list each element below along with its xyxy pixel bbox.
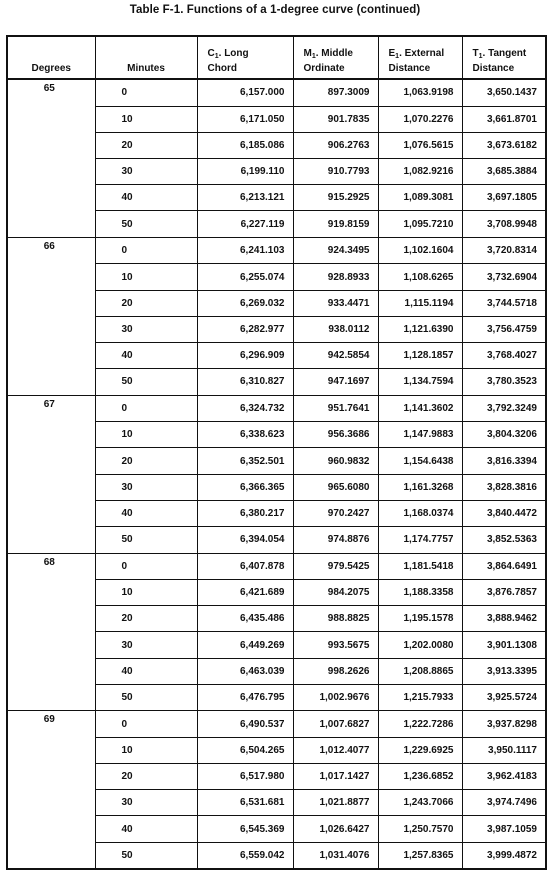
external-distance-cell: 1,147.9883 xyxy=(378,422,462,448)
degrees-cell: 69 xyxy=(7,711,95,738)
minutes-cell: 40 xyxy=(95,342,197,368)
middle-ordinate-cell: 998.2626 xyxy=(293,658,378,684)
middle-ordinate-cell: 1,021.8877 xyxy=(293,790,378,816)
minutes-cell: 10 xyxy=(95,580,197,606)
tangent-distance-cell: 3,673.6182 xyxy=(462,132,546,158)
minutes-cell: 30 xyxy=(95,316,197,342)
external-distance-cell: 1,063.9198 xyxy=(378,79,462,106)
external-distance-cell: 1,215.7933 xyxy=(378,684,462,711)
header-middle-ordinate-line1: . Middle xyxy=(315,48,353,59)
header-long-chord-symbol: C xyxy=(207,48,215,59)
table-row xyxy=(7,474,546,500)
tangent-distance-cell: 3,744.5718 xyxy=(462,290,546,316)
external-distance-cell: 1,202.0080 xyxy=(378,632,462,658)
minutes-cell: 0 xyxy=(95,237,197,264)
middle-ordinate-cell: 1,031.4076 xyxy=(293,842,378,869)
table-row xyxy=(7,684,546,711)
long-chord-cell: 6,517.980 xyxy=(197,764,293,790)
middle-ordinate-cell: 897.3009 xyxy=(293,79,378,106)
table-row xyxy=(7,369,546,396)
long-chord-cell: 6,185.086 xyxy=(197,132,293,158)
tangent-distance-cell: 3,732.6904 xyxy=(462,264,546,290)
degrees-cell xyxy=(7,342,95,368)
external-distance-cell: 1,076.5615 xyxy=(378,132,462,158)
header-long-chord-line2: Chord xyxy=(207,63,237,74)
long-chord-cell: 6,531.681 xyxy=(197,790,293,816)
table-row xyxy=(7,237,546,264)
long-chord-cell: 6,380.217 xyxy=(197,500,293,526)
minutes-cell: 40 xyxy=(95,500,197,526)
table-row xyxy=(7,79,546,106)
external-distance-cell: 1,195.1578 xyxy=(378,606,462,632)
middle-ordinate-cell: 984.2075 xyxy=(293,580,378,606)
minutes-cell: 30 xyxy=(95,632,197,658)
minutes-cell: 30 xyxy=(95,474,197,500)
degrees-cell xyxy=(7,422,95,448)
table-row xyxy=(7,580,546,606)
degrees-cell: 67 xyxy=(7,395,95,422)
tangent-distance-cell: 3,828.3816 xyxy=(462,474,546,500)
degrees-cell xyxy=(7,474,95,500)
long-chord-cell: 6,269.032 xyxy=(197,290,293,316)
middle-ordinate-cell: 942.5854 xyxy=(293,342,378,368)
tangent-distance-cell: 3,962.4183 xyxy=(462,764,546,790)
degrees-cell xyxy=(7,658,95,684)
minutes-cell: 50 xyxy=(95,684,197,711)
middle-ordinate-cell: 919.8159 xyxy=(293,211,378,238)
table-body xyxy=(7,79,546,869)
long-chord-cell: 6,394.054 xyxy=(197,526,293,553)
minutes-cell: 50 xyxy=(95,842,197,869)
middle-ordinate-cell: 1,002.9676 xyxy=(293,684,378,711)
middle-ordinate-cell: 901.7835 xyxy=(293,106,378,132)
minutes-cell: 10 xyxy=(95,106,197,132)
tangent-distance-cell: 3,937.8298 xyxy=(462,711,546,738)
table-row xyxy=(7,290,546,316)
long-chord-cell: 6,463.039 xyxy=(197,658,293,684)
degrees-cell xyxy=(7,684,95,711)
long-chord-cell: 6,171.050 xyxy=(197,106,293,132)
long-chord-cell: 6,199.110 xyxy=(197,158,293,184)
header-long-chord-subscript: 1 xyxy=(214,53,219,60)
middle-ordinate-cell: 956.3686 xyxy=(293,422,378,448)
tangent-distance-cell: 3,661.8701 xyxy=(462,106,546,132)
middle-ordinate-cell: 1,017.1427 xyxy=(293,764,378,790)
middle-ordinate-cell: 1,026.6427 xyxy=(293,816,378,842)
degrees-cell: 66 xyxy=(7,237,95,264)
middle-ordinate-cell: 938.0112 xyxy=(293,316,378,342)
table-row xyxy=(7,816,546,842)
external-distance-cell: 1,229.6925 xyxy=(378,738,462,764)
external-distance-cell: 1,128.1857 xyxy=(378,342,462,368)
middle-ordinate-cell: 1,012.4077 xyxy=(293,738,378,764)
minutes-cell: 50 xyxy=(95,211,197,238)
table-row xyxy=(7,764,546,790)
header-external-distance xyxy=(378,36,462,79)
minutes-cell: 10 xyxy=(95,264,197,290)
middle-ordinate-cell: 960.9832 xyxy=(293,448,378,474)
header-tangent-distance-line2: Distance xyxy=(472,63,515,74)
tangent-distance-cell: 3,901.1308 xyxy=(462,632,546,658)
minutes-cell: 20 xyxy=(95,132,197,158)
tangent-distance-cell: 3,768.4027 xyxy=(462,342,546,368)
degrees-cell xyxy=(7,106,95,132)
tangent-distance-cell: 3,840.4472 xyxy=(462,500,546,526)
middle-ordinate-cell: 974.8876 xyxy=(293,526,378,553)
table-row xyxy=(7,606,546,632)
minutes-cell: 50 xyxy=(95,526,197,553)
long-chord-cell: 6,352.501 xyxy=(197,448,293,474)
middle-ordinate-cell: 915.2925 xyxy=(293,185,378,211)
tangent-distance-cell: 3,650.1437 xyxy=(462,79,546,106)
header-tangent-distance-symbol: T xyxy=(472,48,479,59)
long-chord-cell: 6,255.074 xyxy=(197,264,293,290)
middle-ordinate-cell: 979.5425 xyxy=(293,553,378,580)
degrees-cell xyxy=(7,842,95,869)
table-row xyxy=(7,632,546,658)
table-row xyxy=(7,342,546,368)
long-chord-cell: 6,338.623 xyxy=(197,422,293,448)
long-chord-cell: 6,296.909 xyxy=(197,342,293,368)
external-distance-cell: 1,070.2276 xyxy=(378,106,462,132)
degrees-cell xyxy=(7,132,95,158)
header-row xyxy=(7,36,546,79)
table-header xyxy=(7,36,546,79)
external-distance-cell: 1,181.5418 xyxy=(378,553,462,580)
external-distance-cell: 1,208.8865 xyxy=(378,658,462,684)
degrees-cell xyxy=(7,185,95,211)
degrees-cell xyxy=(7,606,95,632)
table-row xyxy=(7,158,546,184)
external-distance-cell: 1,188.3358 xyxy=(378,580,462,606)
table-row xyxy=(7,316,546,342)
tangent-distance-cell: 3,720.8314 xyxy=(462,237,546,264)
middle-ordinate-cell: 988.8825 xyxy=(293,606,378,632)
long-chord-cell: 6,421.689 xyxy=(197,580,293,606)
header-tangent-distance xyxy=(462,36,546,79)
table-row xyxy=(7,185,546,211)
table-row xyxy=(7,658,546,684)
external-distance-cell: 1,222.7286 xyxy=(378,711,462,738)
header-external-distance-subscript: 1 xyxy=(395,53,400,60)
table-row xyxy=(7,264,546,290)
header-long-chord-line1: . Long xyxy=(218,48,249,59)
long-chord-cell: 6,504.265 xyxy=(197,738,293,764)
tangent-distance-cell: 3,974.7496 xyxy=(462,790,546,816)
long-chord-cell: 6,157.000 xyxy=(197,79,293,106)
table-row xyxy=(7,711,546,738)
external-distance-cell: 1,095.7210 xyxy=(378,211,462,238)
degrees-cell xyxy=(7,632,95,658)
table-title: Table F-1. Functions of a 1-degree curve (continued) xyxy=(129,4,421,16)
minutes-cell: 30 xyxy=(95,158,197,184)
minutes-cell: 10 xyxy=(95,738,197,764)
header-middle-ordinate-subscript: 1 xyxy=(311,53,316,60)
degrees-cell xyxy=(7,500,95,526)
header-middle-ordinate xyxy=(293,36,378,79)
minutes-cell: 40 xyxy=(95,185,197,211)
table-row xyxy=(7,422,546,448)
table-row xyxy=(7,211,546,238)
long-chord-cell: 6,476.795 xyxy=(197,684,293,711)
external-distance-cell: 1,168.0374 xyxy=(378,500,462,526)
middle-ordinate-cell: 910.7793 xyxy=(293,158,378,184)
external-distance-cell: 1,161.3268 xyxy=(378,474,462,500)
minutes-cell: 0 xyxy=(95,79,197,106)
header-external-distance-line2: Distance xyxy=(388,63,431,74)
middle-ordinate-cell: 947.1697 xyxy=(293,369,378,396)
external-distance-cell: 1,082.9216 xyxy=(378,158,462,184)
table-row xyxy=(7,553,546,580)
long-chord-cell: 6,407.878 xyxy=(197,553,293,580)
degrees-cell xyxy=(7,764,95,790)
degrees-cell xyxy=(7,790,95,816)
middle-ordinate-cell: 928.8933 xyxy=(293,264,378,290)
tangent-distance-cell: 3,708.9948 xyxy=(462,211,546,238)
minutes-cell: 40 xyxy=(95,658,197,684)
minutes-cell: 30 xyxy=(95,790,197,816)
external-distance-cell: 1,089.3081 xyxy=(378,185,462,211)
header-tangent-distance-subscript: 1 xyxy=(478,53,483,60)
degrees-cell: 65 xyxy=(7,79,95,106)
middle-ordinate-cell: 951.7641 xyxy=(293,395,378,422)
degrees-cell xyxy=(7,158,95,184)
long-chord-cell: 6,282.977 xyxy=(197,316,293,342)
external-distance-cell: 1,174.7757 xyxy=(378,526,462,553)
tangent-distance-cell: 3,697.1805 xyxy=(462,185,546,211)
table-row xyxy=(7,448,546,474)
header-middle-ordinate-line2: Ordinate xyxy=(303,63,345,74)
tangent-distance-cell: 3,999.4872 xyxy=(462,842,546,869)
table-row xyxy=(7,738,546,764)
middle-ordinate-cell: 1,007.6827 xyxy=(293,711,378,738)
long-chord-cell: 6,559.042 xyxy=(197,842,293,869)
tangent-distance-cell: 3,780.3523 xyxy=(462,369,546,396)
long-chord-cell: 6,241.103 xyxy=(197,237,293,264)
external-distance-cell: 1,154.6438 xyxy=(378,448,462,474)
minutes-cell: 10 xyxy=(95,422,197,448)
table-row xyxy=(7,132,546,158)
minutes-cell: 20 xyxy=(95,290,197,316)
tangent-distance-cell: 3,864.6491 xyxy=(462,553,546,580)
minutes-cell: 20 xyxy=(95,606,197,632)
header-degrees: Degrees xyxy=(7,36,95,79)
tangent-distance-cell: 3,987.1059 xyxy=(462,816,546,842)
middle-ordinate-cell: 924.3495 xyxy=(293,237,378,264)
header-minutes: Minutes xyxy=(95,36,197,79)
degrees-cell xyxy=(7,526,95,553)
long-chord-cell: 6,227.119 xyxy=(197,211,293,238)
minutes-cell: 20 xyxy=(95,448,197,474)
curve-functions-table xyxy=(6,35,547,870)
external-distance-cell: 1,236.6852 xyxy=(378,764,462,790)
tangent-distance-cell: 3,925.5724 xyxy=(462,684,546,711)
degrees-cell xyxy=(7,264,95,290)
table-row xyxy=(7,790,546,816)
middle-ordinate-cell: 993.5675 xyxy=(293,632,378,658)
tangent-distance-cell: 3,756.4759 xyxy=(462,316,546,342)
header-external-distance-symbol: E xyxy=(388,48,396,59)
degrees-cell xyxy=(7,580,95,606)
table-row xyxy=(7,526,546,553)
long-chord-cell: 6,449.269 xyxy=(197,632,293,658)
long-chord-cell: 6,490.537 xyxy=(197,711,293,738)
long-chord-cell: 6,366.365 xyxy=(197,474,293,500)
external-distance-cell: 1,115.1194 xyxy=(378,290,462,316)
tangent-distance-cell: 3,852.5363 xyxy=(462,526,546,553)
minutes-cell: 0 xyxy=(95,711,197,738)
tangent-distance-cell: 3,792.3249 xyxy=(462,395,546,422)
degrees-cell xyxy=(7,369,95,396)
long-chord-cell: 6,213.121 xyxy=(197,185,293,211)
external-distance-cell: 1,141.3602 xyxy=(378,395,462,422)
tangent-distance-cell: 3,876.7857 xyxy=(462,580,546,606)
external-distance-cell: 1,102.1604 xyxy=(378,237,462,264)
middle-ordinate-cell: 933.4471 xyxy=(293,290,378,316)
external-distance-cell: 1,257.8365 xyxy=(378,842,462,869)
degrees-cell xyxy=(7,448,95,474)
table-row xyxy=(7,842,546,869)
header-external-distance-line1: . External xyxy=(399,48,445,59)
external-distance-cell: 1,121.6390 xyxy=(378,316,462,342)
long-chord-cell: 6,310.827 xyxy=(197,369,293,396)
degrees-cell: 68 xyxy=(7,553,95,580)
external-distance-cell: 1,134.7594 xyxy=(378,369,462,396)
tangent-distance-cell: 3,816.3394 xyxy=(462,448,546,474)
degrees-cell xyxy=(7,290,95,316)
header-long-chord xyxy=(197,36,293,79)
tangent-distance-cell: 3,685.3884 xyxy=(462,158,546,184)
middle-ordinate-cell: 965.6080 xyxy=(293,474,378,500)
degrees-cell xyxy=(7,738,95,764)
middle-ordinate-cell: 970.2427 xyxy=(293,500,378,526)
tangent-distance-cell: 3,888.9462 xyxy=(462,606,546,632)
degrees-cell xyxy=(7,316,95,342)
long-chord-cell: 6,435.486 xyxy=(197,606,293,632)
long-chord-cell: 6,324.732 xyxy=(197,395,293,422)
table-row xyxy=(7,500,546,526)
degrees-cell xyxy=(7,816,95,842)
minutes-cell: 0 xyxy=(95,395,197,422)
minutes-cell: 40 xyxy=(95,816,197,842)
tangent-distance-cell: 3,950.1117 xyxy=(462,738,546,764)
tangent-distance-cell: 3,913.3395 xyxy=(462,658,546,684)
minutes-cell: 20 xyxy=(95,764,197,790)
external-distance-cell: 1,108.6265 xyxy=(378,264,462,290)
table-row xyxy=(7,395,546,422)
minutes-cell: 50 xyxy=(95,369,197,396)
degrees-cell xyxy=(7,211,95,238)
external-distance-cell: 1,250.7570 xyxy=(378,816,462,842)
middle-ordinate-cell: 906.2763 xyxy=(293,132,378,158)
table-row xyxy=(7,106,546,132)
long-chord-cell: 6,545.369 xyxy=(197,816,293,842)
tangent-distance-cell: 3,804.3206 xyxy=(462,422,546,448)
header-middle-ordinate-symbol: M xyxy=(303,48,312,59)
external-distance-cell: 1,243.7066 xyxy=(378,790,462,816)
minutes-cell: 0 xyxy=(95,553,197,580)
header-tangent-distance-line1: . Tangent xyxy=(482,48,527,59)
